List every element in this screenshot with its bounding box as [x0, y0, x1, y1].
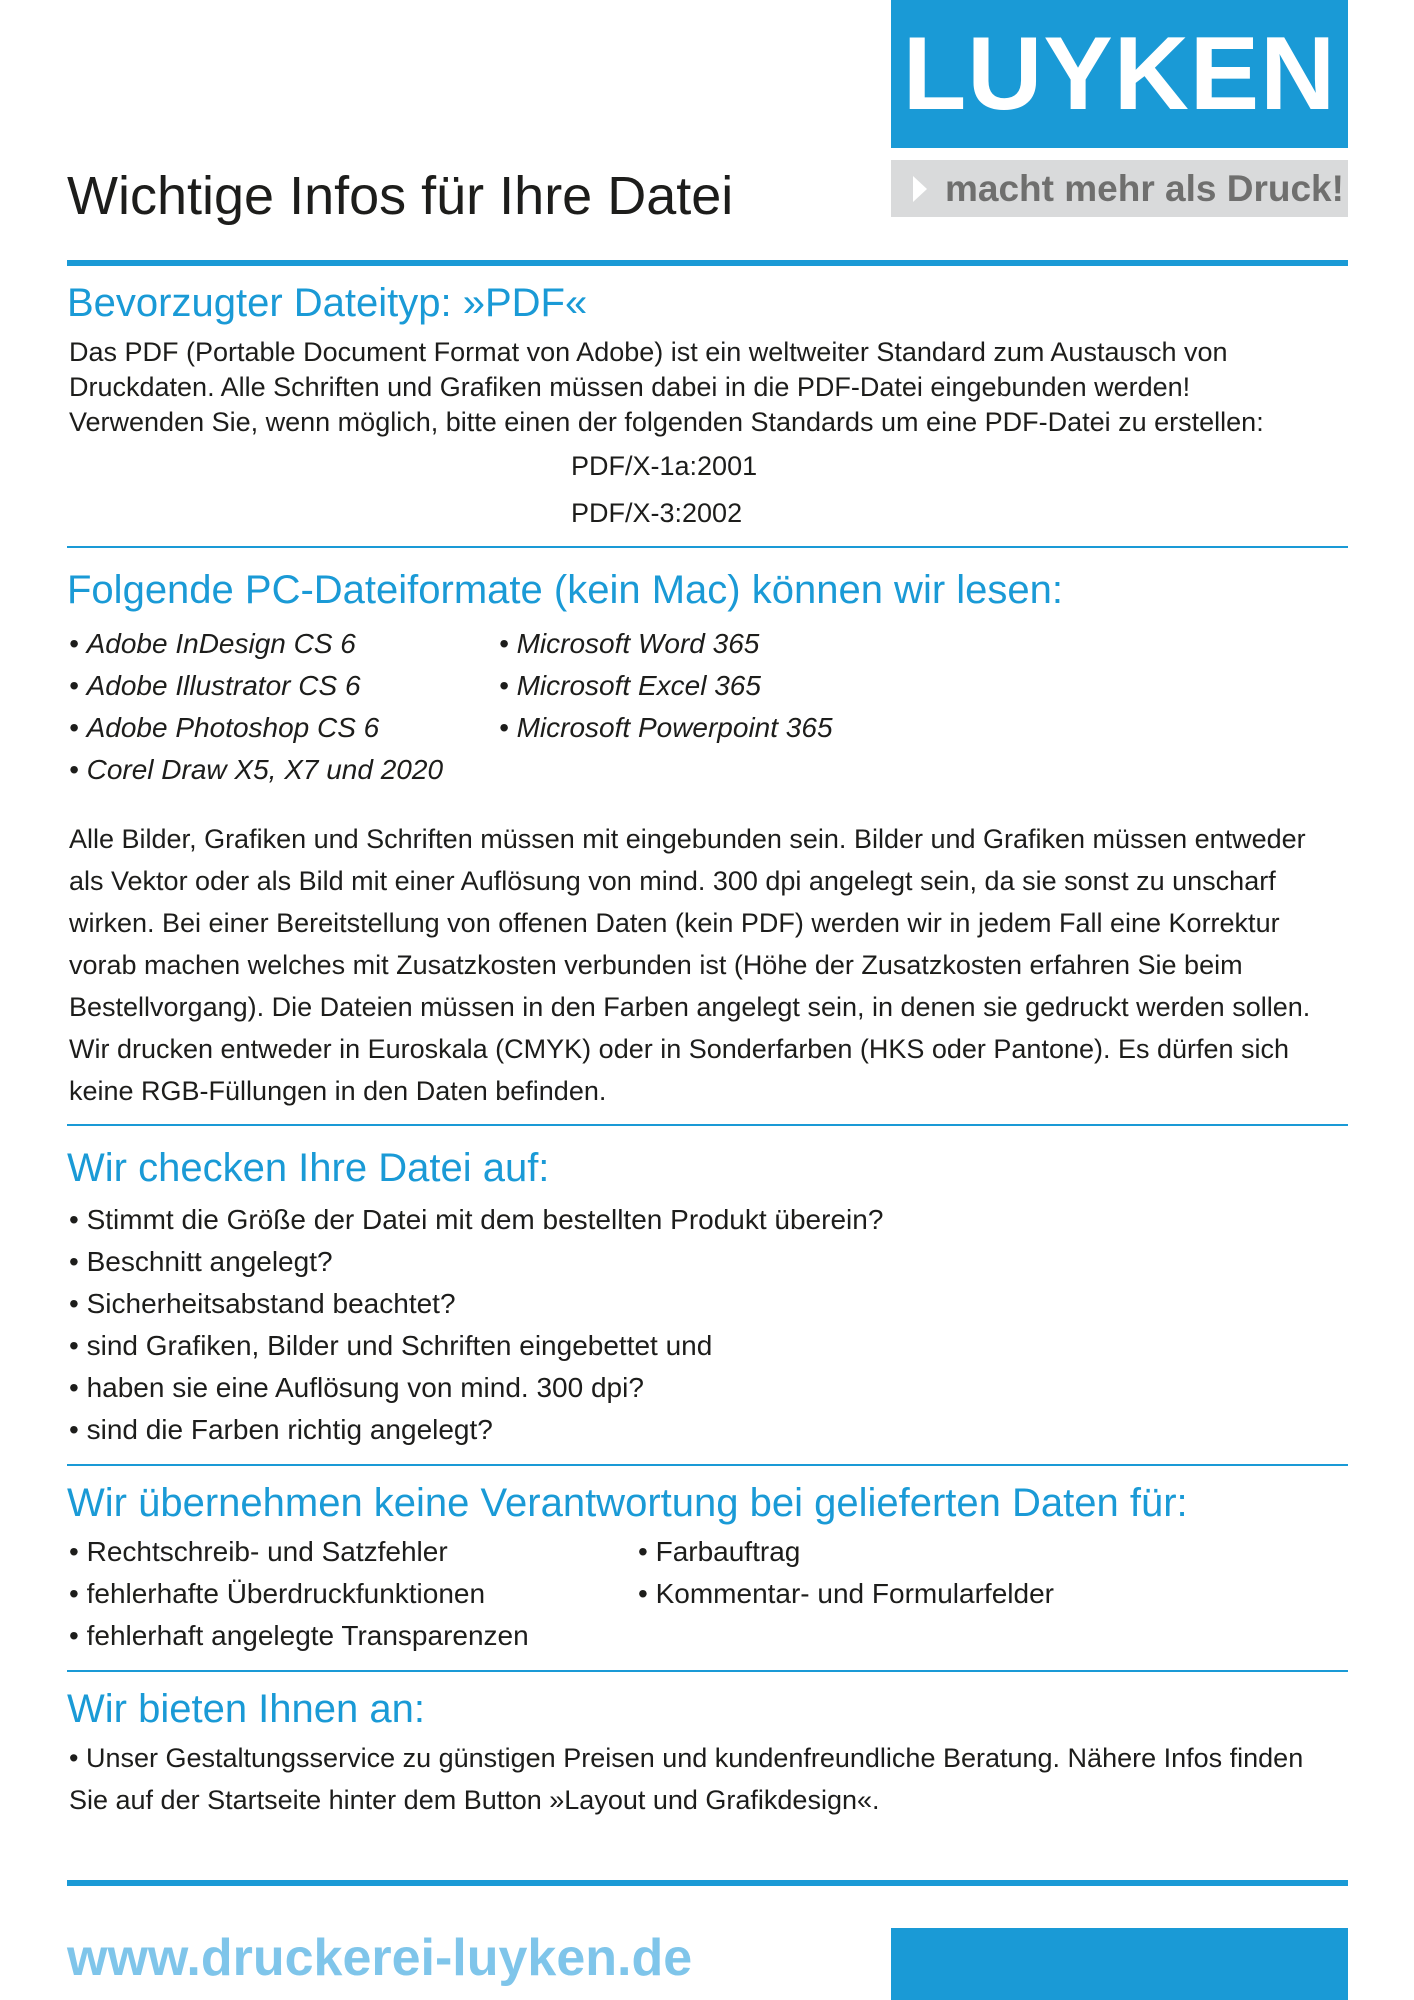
- list-item: • Sicherheitsabstand beachtet?: [69, 1283, 883, 1325]
- divider: [67, 1670, 1348, 1672]
- slogan-text: macht mehr als Druck!: [945, 167, 1344, 209]
- list-item: • sind die Farben richtig angelegt?: [69, 1409, 883, 1451]
- list-item: • Adobe Illustrator CS 6: [69, 665, 443, 707]
- pdf-line: Das PDF (Portable Document Format von Adobe) ist ein weltweiter Standard zum Austausch von: [69, 337, 1228, 367]
- formats-line: als Vektor oder als Bild mit einer Auflösung von mind. 300 dpi angelegt sein, da sie sonst zu unscharf: [69, 866, 1276, 896]
- list-item: • Adobe InDesign CS 6: [69, 623, 443, 665]
- website-link[interactable]: www.druckerei-luyken.de: [67, 1929, 693, 1987]
- pdf-line: Verwenden Sie, wenn möglich, bitte einen der folgenden Standards um eine PDF-Datei zu erstellen:: [69, 407, 1264, 437]
- liability-list-left: [69, 1531, 529, 1657]
- divider: [67, 546, 1348, 548]
- offer-line: • Unser Gestaltungsservice zu günstigen Preisen und kundenfreundliche Beratung. Nähere Infos finden: [69, 1743, 1304, 1773]
- formats-line: Bestellvorgang). Die Dateien müssen in den Farben angelegt sein, in denen sie gedruckt werden sollen.: [69, 992, 1311, 1022]
- list-item: • Rechtschreib- und Satzfehler: [69, 1531, 529, 1573]
- list-item: • Adobe Photoshop CS 6: [69, 707, 443, 749]
- formats-line: Alle Bilder, Grafiken und Schriften müssen mit eingebunden sein. Bilder und Grafiken müssen entweder: [69, 824, 1306, 854]
- divider-top: [67, 260, 1348, 266]
- page-title: Wichtige Infos für Ihre Datei: [67, 166, 734, 226]
- list-item: • fehlerhafte Überdruckfunktionen: [69, 1573, 529, 1615]
- list-item: • Beschnitt angelegt?: [69, 1241, 883, 1283]
- check-list: [69, 1199, 883, 1451]
- offer-description: [69, 1737, 1352, 1821]
- offer-heading: Wir bieten Ihnen an:: [67, 1687, 425, 1731]
- list-item: • sind Grafiken, Bilder und Schriften eingebettet und: [69, 1325, 883, 1367]
- pdf-description: [69, 335, 1352, 440]
- offer-line: Sie auf der Startseite hinter dem Button »Layout und Grafikdesign«.: [69, 1785, 880, 1815]
- pdf-standard: PDF/X-3:2002: [571, 498, 743, 528]
- list-item: • Corel Draw X5, X7 und 2020: [69, 749, 443, 791]
- formats-list-right: [499, 623, 833, 749]
- footer-color-block: [891, 1928, 1348, 2000]
- divider: [67, 1464, 1348, 1466]
- list-item: • Microsoft Powerpoint 365: [499, 707, 833, 749]
- liability-heading: Wir übernehmen keine Verantwortung bei gelieferten Daten für:: [67, 1481, 1188, 1525]
- divider: [67, 1124, 1348, 1126]
- pdf-heading: Bevorzugter Dateityp: »PDF«: [67, 281, 588, 325]
- slogan-banner: [891, 160, 1348, 217]
- list-item: • fehlerhaft angelegte Transparenzen: [69, 1615, 529, 1657]
- luyken-logo: LUYKEN: [891, 0, 1348, 148]
- pdf-standard: PDF/X-1a:2001: [571, 451, 758, 481]
- formats-line: wirken. Bei einer Bereitstellung von offenen Daten (kein PDF) werden wir in jedem Fall eine Korrektur: [69, 908, 1280, 938]
- formats-line: Wir drucken entweder in Euroskala (CMYK) oder in Sonderfarben (HKS oder Pantone). Es dürfen sich: [69, 1034, 1290, 1064]
- formats-list-left: [69, 623, 443, 791]
- check-heading: Wir checken Ihre Datei auf:: [67, 1146, 550, 1190]
- formats-line: vorab machen welches mit Zusatzkosten verbunden ist (Höhe der Zusatzkosten erfahren Sie beim: [69, 950, 1243, 980]
- list-item: • Kommentar- und Formularfelder: [638, 1573, 1054, 1615]
- formats-description: [69, 818, 1352, 1112]
- liability-list-right: [638, 1531, 1054, 1615]
- list-item: • Microsoft Word 365: [499, 623, 833, 665]
- divider-bottom: [67, 1880, 1348, 1886]
- list-item: • Farbauftrag: [638, 1531, 1054, 1573]
- formats-line: keine RGB-Füllungen in den Daten befinden.: [69, 1076, 607, 1106]
- list-item: • Stimmt die Größe der Datei mit dem bestellten Produkt überein?: [69, 1199, 883, 1241]
- list-item: • Microsoft Excel 365: [499, 665, 833, 707]
- arrow-right-icon: [913, 176, 927, 202]
- formats-heading: Folgende PC-Dateiformate (kein Mac) können wir lesen:: [67, 568, 1063, 612]
- list-item: • haben sie eine Auflösung von mind. 300 dpi?: [69, 1367, 883, 1409]
- pdf-line: Druckdaten. Alle Schriften und Grafiken müssen dabei in die PDF-Datei eingebunden werden!: [69, 372, 1191, 402]
